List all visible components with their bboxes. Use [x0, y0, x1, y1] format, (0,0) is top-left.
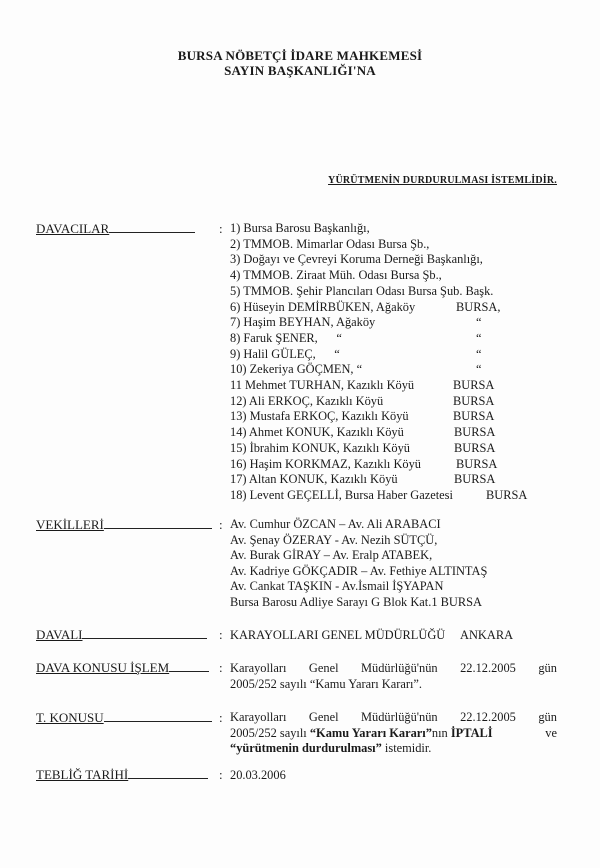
plaintiff-item [230, 440, 496, 457]
plaintiff-item [230, 393, 495, 410]
plaintiff-item [230, 252, 483, 268]
notification-date: 20.03.2006 [230, 768, 286, 782]
plaintiff-name: 18) Levent GEÇELLİ, Bursa Haber Gazetesi [230, 487, 453, 502]
subject-word: Müdürlüğü'nün [361, 661, 438, 675]
plaintiff-name: 5) TMMOB. Şehir Plancıları Odası Bursa Şub. Başk. [230, 283, 494, 298]
plaintiff-item [230, 299, 501, 316]
subject-word: Genel [308, 661, 339, 675]
request-text: 2005/252 sayılı [230, 725, 310, 740]
plaintiff-name: 10) Zekeriya GÖÇMEN, “ [230, 362, 363, 377]
subject-line-1 [230, 661, 557, 677]
attorneys-label: VEKİLLERİ [36, 517, 212, 532]
plaintiff-city: BURSA [453, 409, 495, 424]
plaintiff-city: “ [476, 315, 482, 330]
attorney-address: Bursa Barosu Adliye Sarayı G Blok Kat.1 BURSA [230, 594, 482, 609]
plaintiff-item [230, 330, 482, 347]
plaintiff-city: “ [476, 362, 482, 377]
plaintiff-item [230, 425, 496, 441]
plaintiff-name: 13) Mustafa ERKOÇ, Kazıklı Köyü [230, 409, 409, 424]
plaintiff-name: 14) Ahmet KONUK, Kazıklı Köyü [230, 425, 404, 440]
request-stay: “yürütmenin durdurulması” [230, 741, 382, 756]
request-text: ve [545, 725, 557, 740]
subject-word: gün [538, 661, 557, 675]
plaintiff-item [230, 221, 370, 237]
plaintiff-name: 17) Altan KONUK, Kazıklı Köyü [230, 472, 398, 487]
notification-label: TEBLİĞ TARİHİ [36, 767, 208, 782]
plaintiff-item [230, 378, 495, 394]
request-colon: : [219, 710, 223, 725]
request-word: 22.12.2005 [460, 710, 516, 724]
plaintiff-item [230, 409, 495, 425]
subject-word: Karayolları [230, 661, 287, 675]
attorneys-list [230, 517, 487, 611]
stay-request-note: YÜRÜTMENİN DURDURULMASI İSTEMLİDİR. [328, 175, 557, 186]
plaintiff-name: 3) Doğayı ve Çevreyi Koruma Derneği Başkanlığı, [230, 252, 483, 267]
plaintiff-item [230, 237, 429, 253]
plaintiff-city: BURSA, [456, 299, 501, 314]
plaintiffs-label: DAVACILAR [36, 221, 195, 236]
plaintiff-name: 4) TMMOB. Ziraat Müh. Odası Bursa Şb., [230, 268, 442, 283]
subject-line-2: 2005/252 sayılı “Kamu Yararı Kararı”. [230, 676, 423, 691]
plaintiff-city: BURSA [454, 440, 496, 455]
plaintiff-name: 2) TMMOB. Mimarlar Odası Bursa Şb., [230, 236, 430, 251]
plaintiff-city: “ [476, 330, 482, 345]
request-word: Karayolları [230, 710, 287, 724]
request-label: T. KONUSU [36, 710, 212, 725]
attorney-line: Av. Cumhur ÖZCAN – Av. Ali ARABACI [230, 517, 441, 531]
plaintiff-item [230, 362, 482, 378]
subject-colon: : [219, 660, 223, 675]
request-value [230, 710, 557, 757]
plaintiff-item [230, 487, 528, 504]
plaintiff-city: BURSA [453, 393, 495, 408]
attorney-line: Av. Şenay ÖZERAY - Av. Nezih SÜTÇÜ, [230, 532, 438, 547]
plaintiff-name: 16) Haşim KORKMAZ, Kazıklı Köyü [230, 456, 422, 471]
court-addressee: SAYIN BAŞKANLIĞI'NA [224, 63, 376, 78]
request-text: nın [431, 725, 451, 740]
request-line-3 [230, 741, 557, 757]
defendant-value: KARAYOLLARI GENEL MÜDÜRLÜĞÜ ANKARA [230, 628, 514, 642]
request-word: Genel [308, 710, 339, 724]
subject-value [230, 661, 557, 692]
plaintiff-city: BURSA [454, 472, 496, 487]
plaintiff-city: “ [476, 346, 482, 361]
plaintiff-name: 11 Mehmet TURHAN, Kazıklı Köyü [230, 378, 415, 392]
request-line-2 [230, 726, 557, 742]
plaintiffs-colon: : [219, 221, 223, 236]
subject-label: DAVA KONUSU İŞLEM [36, 660, 209, 675]
plaintiff-name: 9) Halil GÜLEÇ, “ [230, 346, 340, 361]
plaintiff-city: BURSA [456, 456, 498, 471]
request-line-1 [230, 710, 557, 726]
plaintiff-name: 6) Hüseyin DEMİRBÜKEN, Ağaköy [230, 299, 416, 314]
defendant-colon: : [219, 627, 223, 642]
plaintiff-city: BURSA [486, 487, 528, 502]
plaintiff-item [230, 284, 493, 300]
request-word: gün [538, 710, 557, 724]
plaintiff-item [230, 472, 496, 488]
plaintiff-city: BURSA [453, 378, 495, 392]
plaintiff-name: 8) Faruk ŞENER, “ [230, 330, 342, 345]
request-word: Müdürlüğü'nün [361, 710, 438, 724]
request-text: istemidir. [381, 741, 432, 756]
plaintiff-item [230, 268, 442, 284]
attorney-line: Av. Burak GİRAY – Av. Eralp ATABEK, [230, 548, 433, 563]
plaintiff-name: 15) İbrahim KONUK, Kazıklı Köyü [230, 440, 410, 455]
defendant-label: DAVALI [36, 627, 207, 642]
plaintiff-item [230, 315, 482, 331]
attorney-line: Av. Kadriye GÖKÇADIR – Av. Fethiye ALTINTAŞ [230, 563, 488, 578]
plaintiff-item [230, 456, 498, 473]
attorney-line: Av. Cankat TAŞKIN - Av.İsmail İŞYAPAN [230, 579, 444, 594]
plaintiff-name: 1) Bursa Barosu Başkanlığı, [230, 221, 370, 235]
plaintiff-city: BURSA [454, 425, 496, 440]
plaintiff-name: 7) Haşim BEYHAN, Ağaköy [230, 315, 376, 330]
request-annulment: İPTALİ [450, 725, 493, 740]
request-decision-name: “Kamu Yararı Kararı” [309, 725, 432, 740]
plaintiff-item [230, 346, 482, 363]
subject-word: 22.12.2005 [460, 661, 516, 675]
plaintiff-name: 12) Ali ERKOÇ, Kazıklı Köyü [230, 393, 384, 408]
court-name: BURSA NÖBETÇİ İDARE MAHKEMESİ [177, 48, 423, 63]
attorneys-colon: : [219, 517, 223, 532]
notification-colon: : [219, 767, 223, 782]
